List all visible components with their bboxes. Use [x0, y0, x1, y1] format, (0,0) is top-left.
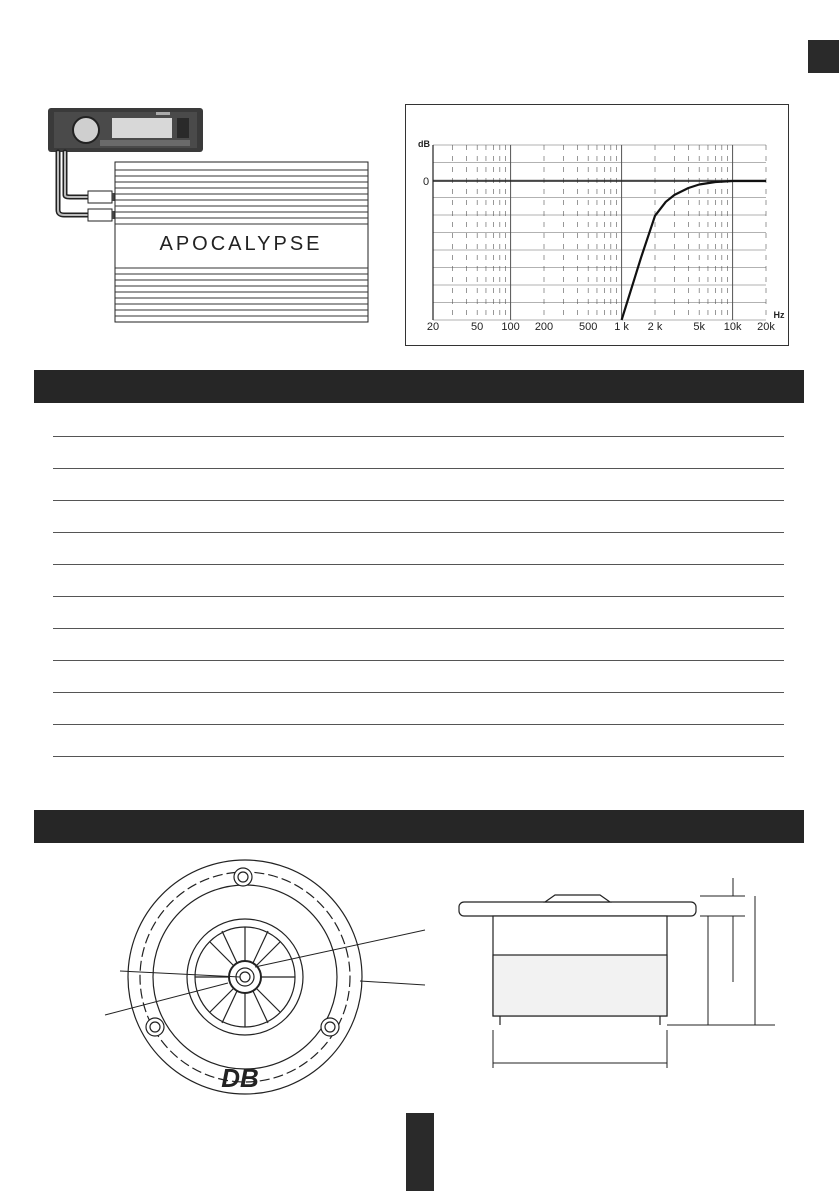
- amplifier-logo: APOCALYPSE: [159, 233, 323, 255]
- spec-row: [53, 694, 784, 725]
- dimension-leaders: [105, 930, 425, 1015]
- rca-cable: [58, 152, 88, 215]
- spec-row: [53, 598, 784, 629]
- spec-row: [53, 662, 784, 693]
- wiring-diagram: [40, 100, 380, 330]
- specifications-header-bar: [34, 370, 804, 403]
- spec-row: [53, 470, 784, 501]
- spec-row: [53, 566, 784, 597]
- language-tab: [808, 40, 839, 73]
- x-tick-label: 50: [471, 321, 484, 333]
- spec-row: [53, 534, 784, 565]
- spec-row: [53, 502, 784, 533]
- x-tick-label: 2 k: [647, 321, 663, 333]
- speaker-side-view: [455, 870, 785, 1075]
- speaker-logo: DB: [221, 1063, 259, 1093]
- x-tick-label: 200: [534, 321, 554, 333]
- y-axis-label: dB: [418, 139, 430, 149]
- page-number-tab: [406, 1113, 434, 1191]
- specifications-table: [53, 406, 784, 758]
- series-line: [622, 181, 766, 320]
- x-tick-label: 100: [501, 321, 520, 333]
- x-tick-label: 10k: [723, 321, 742, 333]
- rca-plug: [88, 191, 118, 221]
- chart-canvas: [406, 105, 790, 347]
- head-unit: [48, 108, 203, 152]
- x-tick-label: 20k: [757, 321, 775, 333]
- x-tick-label: 500: [578, 321, 598, 333]
- x-tick-label: 1 k: [614, 321, 629, 333]
- x-axis-label: Hz: [773, 310, 785, 320]
- x-tick-label: 20: [426, 321, 440, 333]
- frequency-response-chart: [405, 104, 789, 346]
- spec-row: [53, 438, 784, 469]
- dimensions-header-bar: [34, 810, 804, 843]
- grille-spokes: [195, 927, 295, 1027]
- y-tick-label: 0: [423, 176, 430, 188]
- speaker-front-view: [100, 855, 440, 1095]
- amplifier: [115, 162, 368, 322]
- spec-row: [53, 630, 784, 661]
- head-unit-display: [112, 118, 172, 138]
- spec-row: [53, 726, 784, 757]
- spec-row: [53, 406, 784, 437]
- x-tick-label: 5k: [693, 321, 705, 333]
- mounting-hole: [146, 868, 339, 1036]
- volume-knob: [73, 117, 99, 143]
